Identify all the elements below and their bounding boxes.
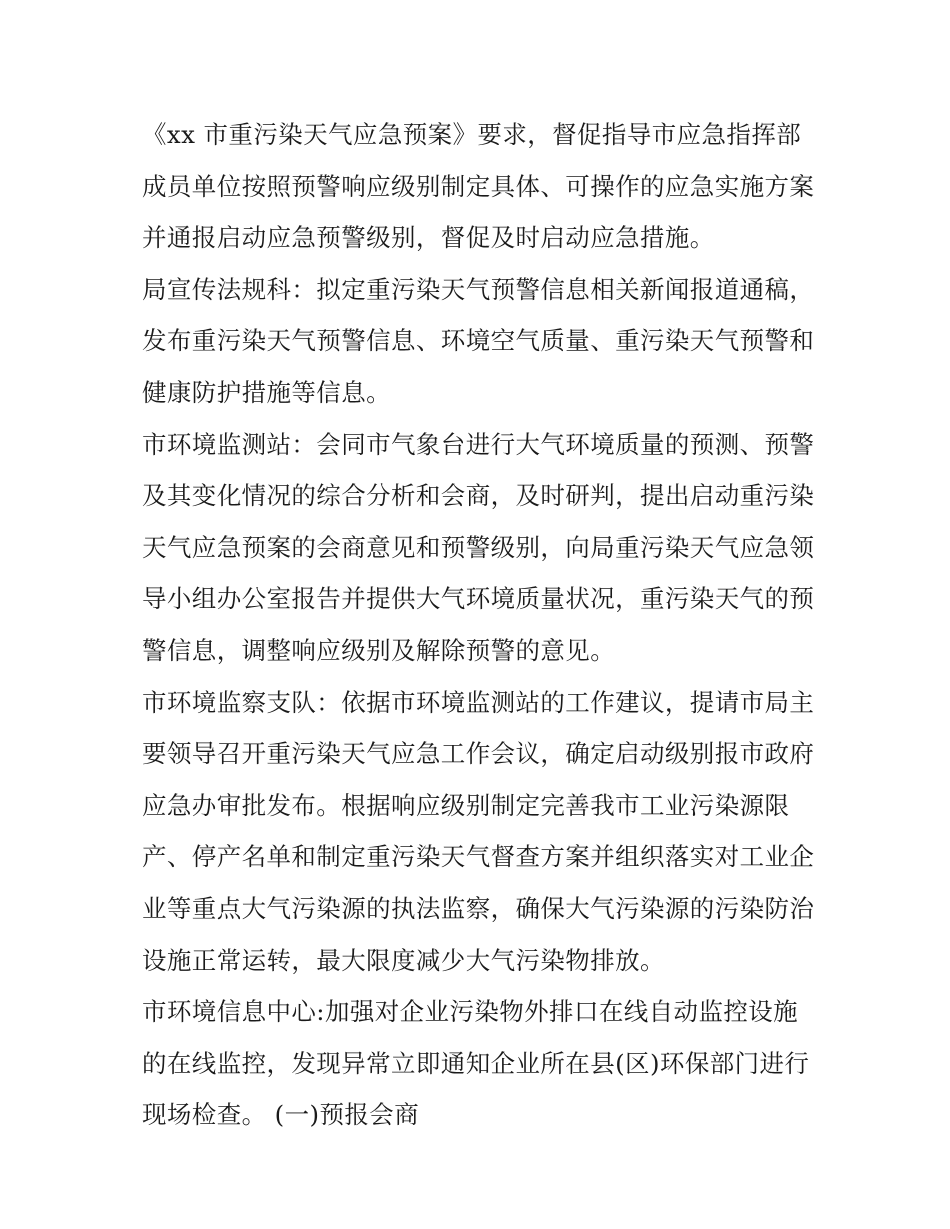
text-line: 《xx 市重污染天气应急预案》要求，督促指导市应急指挥部 (142, 120, 802, 149)
text-line: 的在线监控，发现异常立即通知企业所在县(区)环保部门进行 (142, 1048, 810, 1078)
text-line: 要领导召开重污染天气应急工作会议，确定启动级别报市政府 (142, 739, 815, 769)
text-line: 天气应急预案的会商意见和预警级别，向局重污染天气应急领 (142, 532, 815, 562)
body-text (142, 109, 822, 1141)
text-line: 应急办审批发布。根据响应级别制定完善我市工业污染源限 (142, 790, 790, 820)
text-line: 并通报启动应急预警级别，督促及时启动应急措施。 (142, 223, 715, 253)
text-line: 及其变化情况的综合分析和会商，及时研判，提出启动重污染 (142, 481, 815, 511)
text-line: 警信息，调整响应级别及解除预警的意见。 (142, 635, 616, 665)
text-line: 局宣传法规科：拟定重污染天气预警信息相关新闻报道通稿， (142, 274, 815, 304)
text-line: 市环境信息中心:加强对企业污染物外排口在线自动监控设施 (142, 997, 799, 1027)
text-line: 业等重点大气污染源的执法监察，确保大气污染源的污染防治 (142, 893, 815, 923)
text-line: 市环境监察支队：依据市环境监测站的工作建议，提请市局主 (142, 687, 815, 717)
text-line: 现场检查。 (一)预报会商 (142, 1100, 420, 1130)
text-line: 市环境监测站：会同市气象台进行大气环境质量的预测、预警 (142, 429, 815, 459)
text-line: 产、停产名单和制定重污染天气督查方案并组织落实对工业企 (142, 842, 815, 872)
text-line: 健康防护措施等信息。 (142, 377, 391, 407)
text-line: 设施正常运转，最大限度减少大气污染物排放。 (142, 945, 665, 975)
text-line: 发布重污染天气预警信息、环境空气质量、重污染天气预警和 (142, 326, 815, 356)
text-line: 成员单位按照预警响应级别制定具体、可操作的应急实施方案 (142, 171, 815, 201)
text-line: 导小组办公室报告并提供大气环境质量状况，重污染天气的预 (142, 584, 815, 614)
